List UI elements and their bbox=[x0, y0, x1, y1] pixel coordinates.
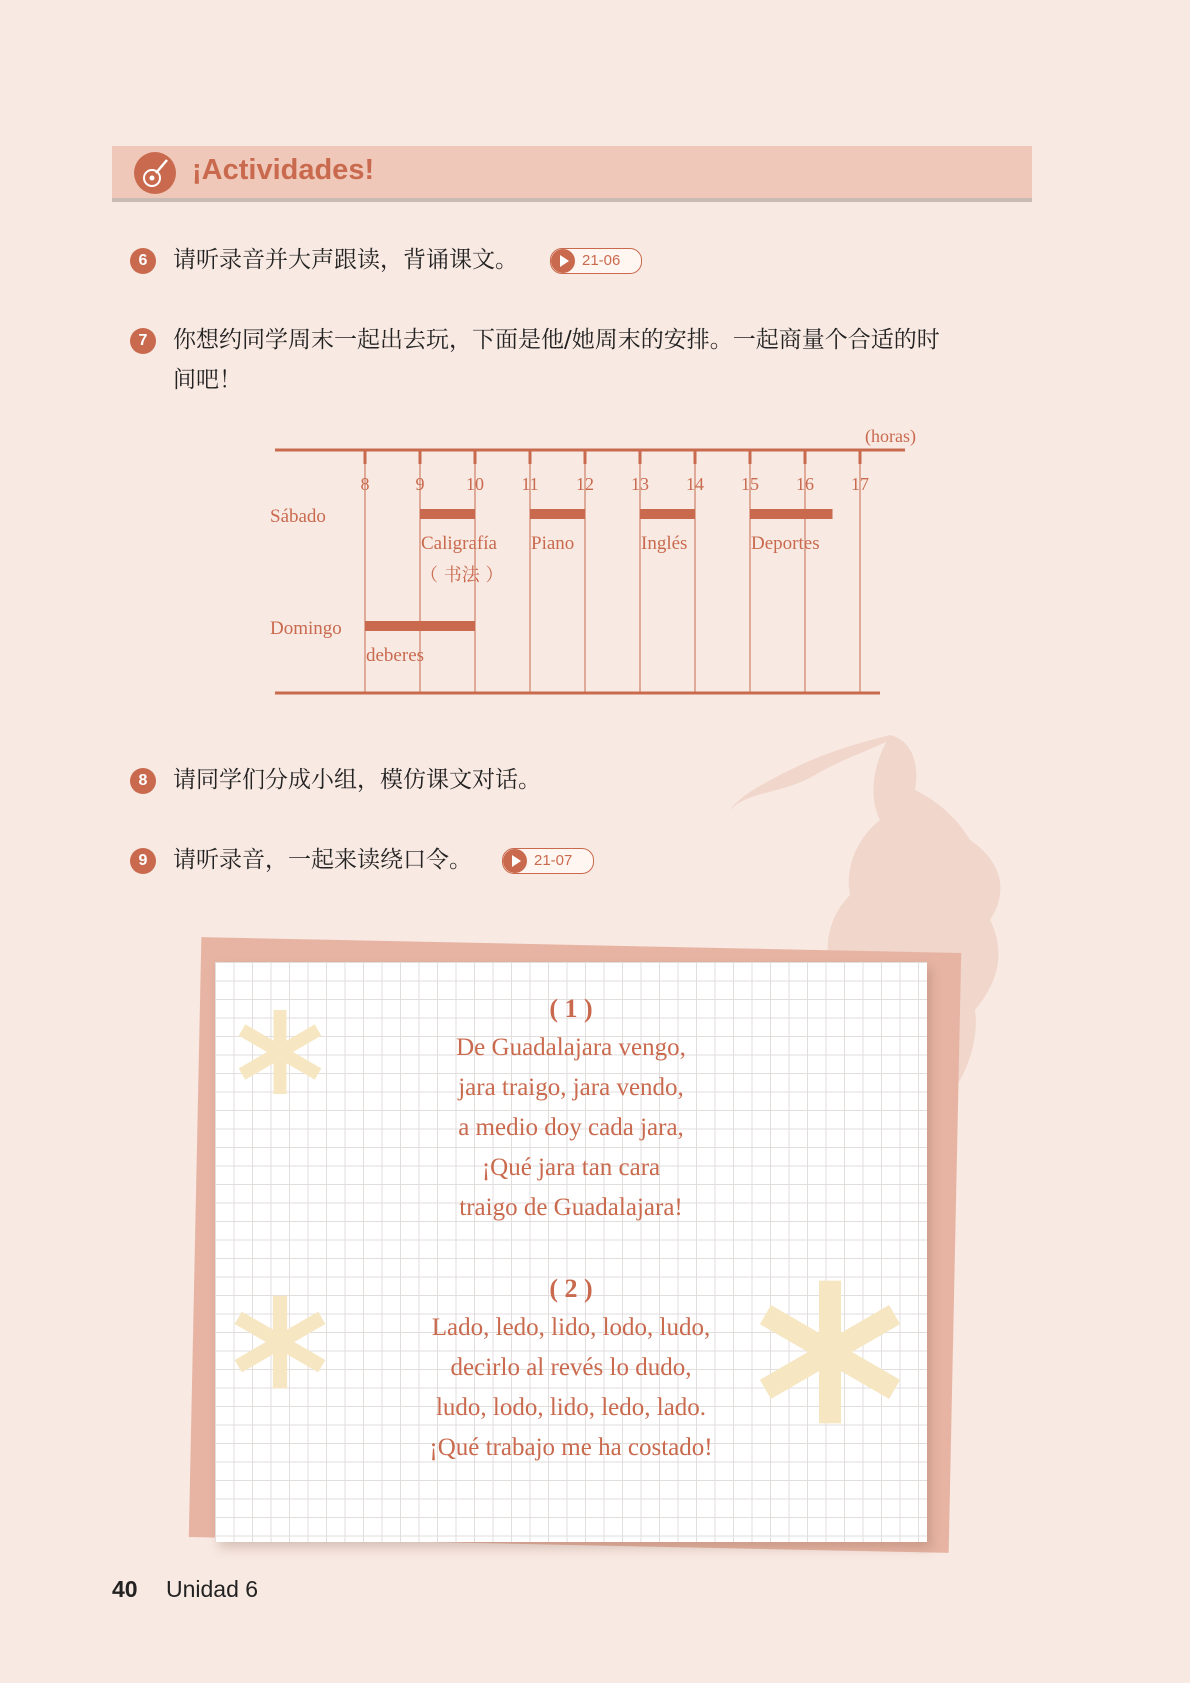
audio-button[interactable] bbox=[550, 248, 642, 274]
row-label: Sábado bbox=[270, 506, 326, 527]
poem-line: a medio doy cada jara, bbox=[458, 1114, 684, 1141]
poem-line: traigo de Guadalajara! bbox=[459, 1194, 683, 1221]
poem-line: De Guadalajara vengo, bbox=[456, 1034, 686, 1061]
task-bar bbox=[530, 509, 585, 519]
task-bar bbox=[365, 621, 475, 631]
activity-text: 请听录音，一起来读绕口令。 bbox=[173, 847, 472, 873]
poem-title: ( 1 ) bbox=[549, 994, 593, 1023]
poem-2 bbox=[215, 1270, 927, 1468]
hour-label: 16 bbox=[796, 474, 814, 494]
activity-text-line2: 间吧！ bbox=[173, 367, 242, 393]
audio-code: 21-07 bbox=[534, 852, 573, 869]
poem-line: ludo, lodo, lido, ledo, lado. bbox=[435, 1394, 707, 1421]
poem-1 bbox=[215, 990, 927, 1228]
activity-number: 8 bbox=[130, 768, 156, 794]
hour-label: 8 bbox=[360, 474, 370, 494]
poem-line: ¡Qué jara tan cara bbox=[481, 1154, 661, 1181]
task-bar bbox=[420, 509, 475, 519]
hour-label: 9 bbox=[415, 474, 425, 494]
play-icon bbox=[503, 849, 527, 873]
hour-label: 17 bbox=[851, 474, 869, 494]
task-label: deberes bbox=[366, 645, 425, 666]
unit-label: (horas) bbox=[865, 426, 916, 446]
unit-label: Unidad 6 bbox=[165, 1576, 259, 1602]
tongue-twister-card bbox=[215, 962, 927, 1542]
poem-title: ( 2 ) bbox=[549, 1274, 593, 1303]
activities-banner bbox=[112, 146, 1032, 202]
guitar-icon bbox=[134, 152, 176, 194]
task-label: Piano bbox=[531, 533, 575, 554]
hour-label: 14 bbox=[686, 474, 704, 494]
banner-title: ¡Actividades! bbox=[192, 154, 375, 186]
activity-text-line1: 你想约同学周末一起出去玩，下面是他/她周末的安排。一起商量个合适的时 bbox=[173, 327, 940, 353]
task-sublabel: （ 书法 ） bbox=[420, 565, 504, 586]
page-footer bbox=[112, 1576, 258, 1603]
play-icon bbox=[551, 249, 575, 273]
schedule-chart bbox=[260, 420, 920, 710]
row-label: Domingo bbox=[270, 618, 342, 639]
task-label: Inglés bbox=[641, 533, 688, 554]
activity-number: 9 bbox=[130, 848, 156, 874]
activity-text: 请同学们分成小组，模仿课文对话。 bbox=[173, 767, 541, 793]
task-bar bbox=[750, 509, 833, 519]
poem-line: jara traigo, jara vendo, bbox=[458, 1074, 684, 1101]
poem-line: ¡Qué trabajo me ha costado! bbox=[429, 1434, 713, 1461]
activity-text: 请听录音并大声跟读，背诵课文。 bbox=[173, 247, 518, 273]
hour-label: 13 bbox=[631, 474, 649, 494]
hour-label: 15 bbox=[741, 474, 759, 494]
task-bar bbox=[640, 509, 695, 519]
activity-number: 6 bbox=[130, 248, 156, 274]
poem-line: Lado, ledo, lido, lodo, ludo, bbox=[431, 1314, 711, 1341]
audio-code: 21-06 bbox=[582, 252, 621, 269]
task-label: Caligrafía bbox=[421, 533, 497, 554]
audio-button[interactable] bbox=[502, 848, 594, 874]
hour-label: 10 bbox=[466, 474, 484, 494]
poem-line: decirlo al revés lo dudo, bbox=[450, 1354, 692, 1381]
page-number: 40 bbox=[112, 1576, 138, 1602]
activity-number: 7 bbox=[130, 328, 156, 354]
hour-label: 11 bbox=[521, 474, 539, 494]
hour-label: 12 bbox=[576, 474, 594, 494]
task-label: Deportes bbox=[751, 533, 820, 554]
